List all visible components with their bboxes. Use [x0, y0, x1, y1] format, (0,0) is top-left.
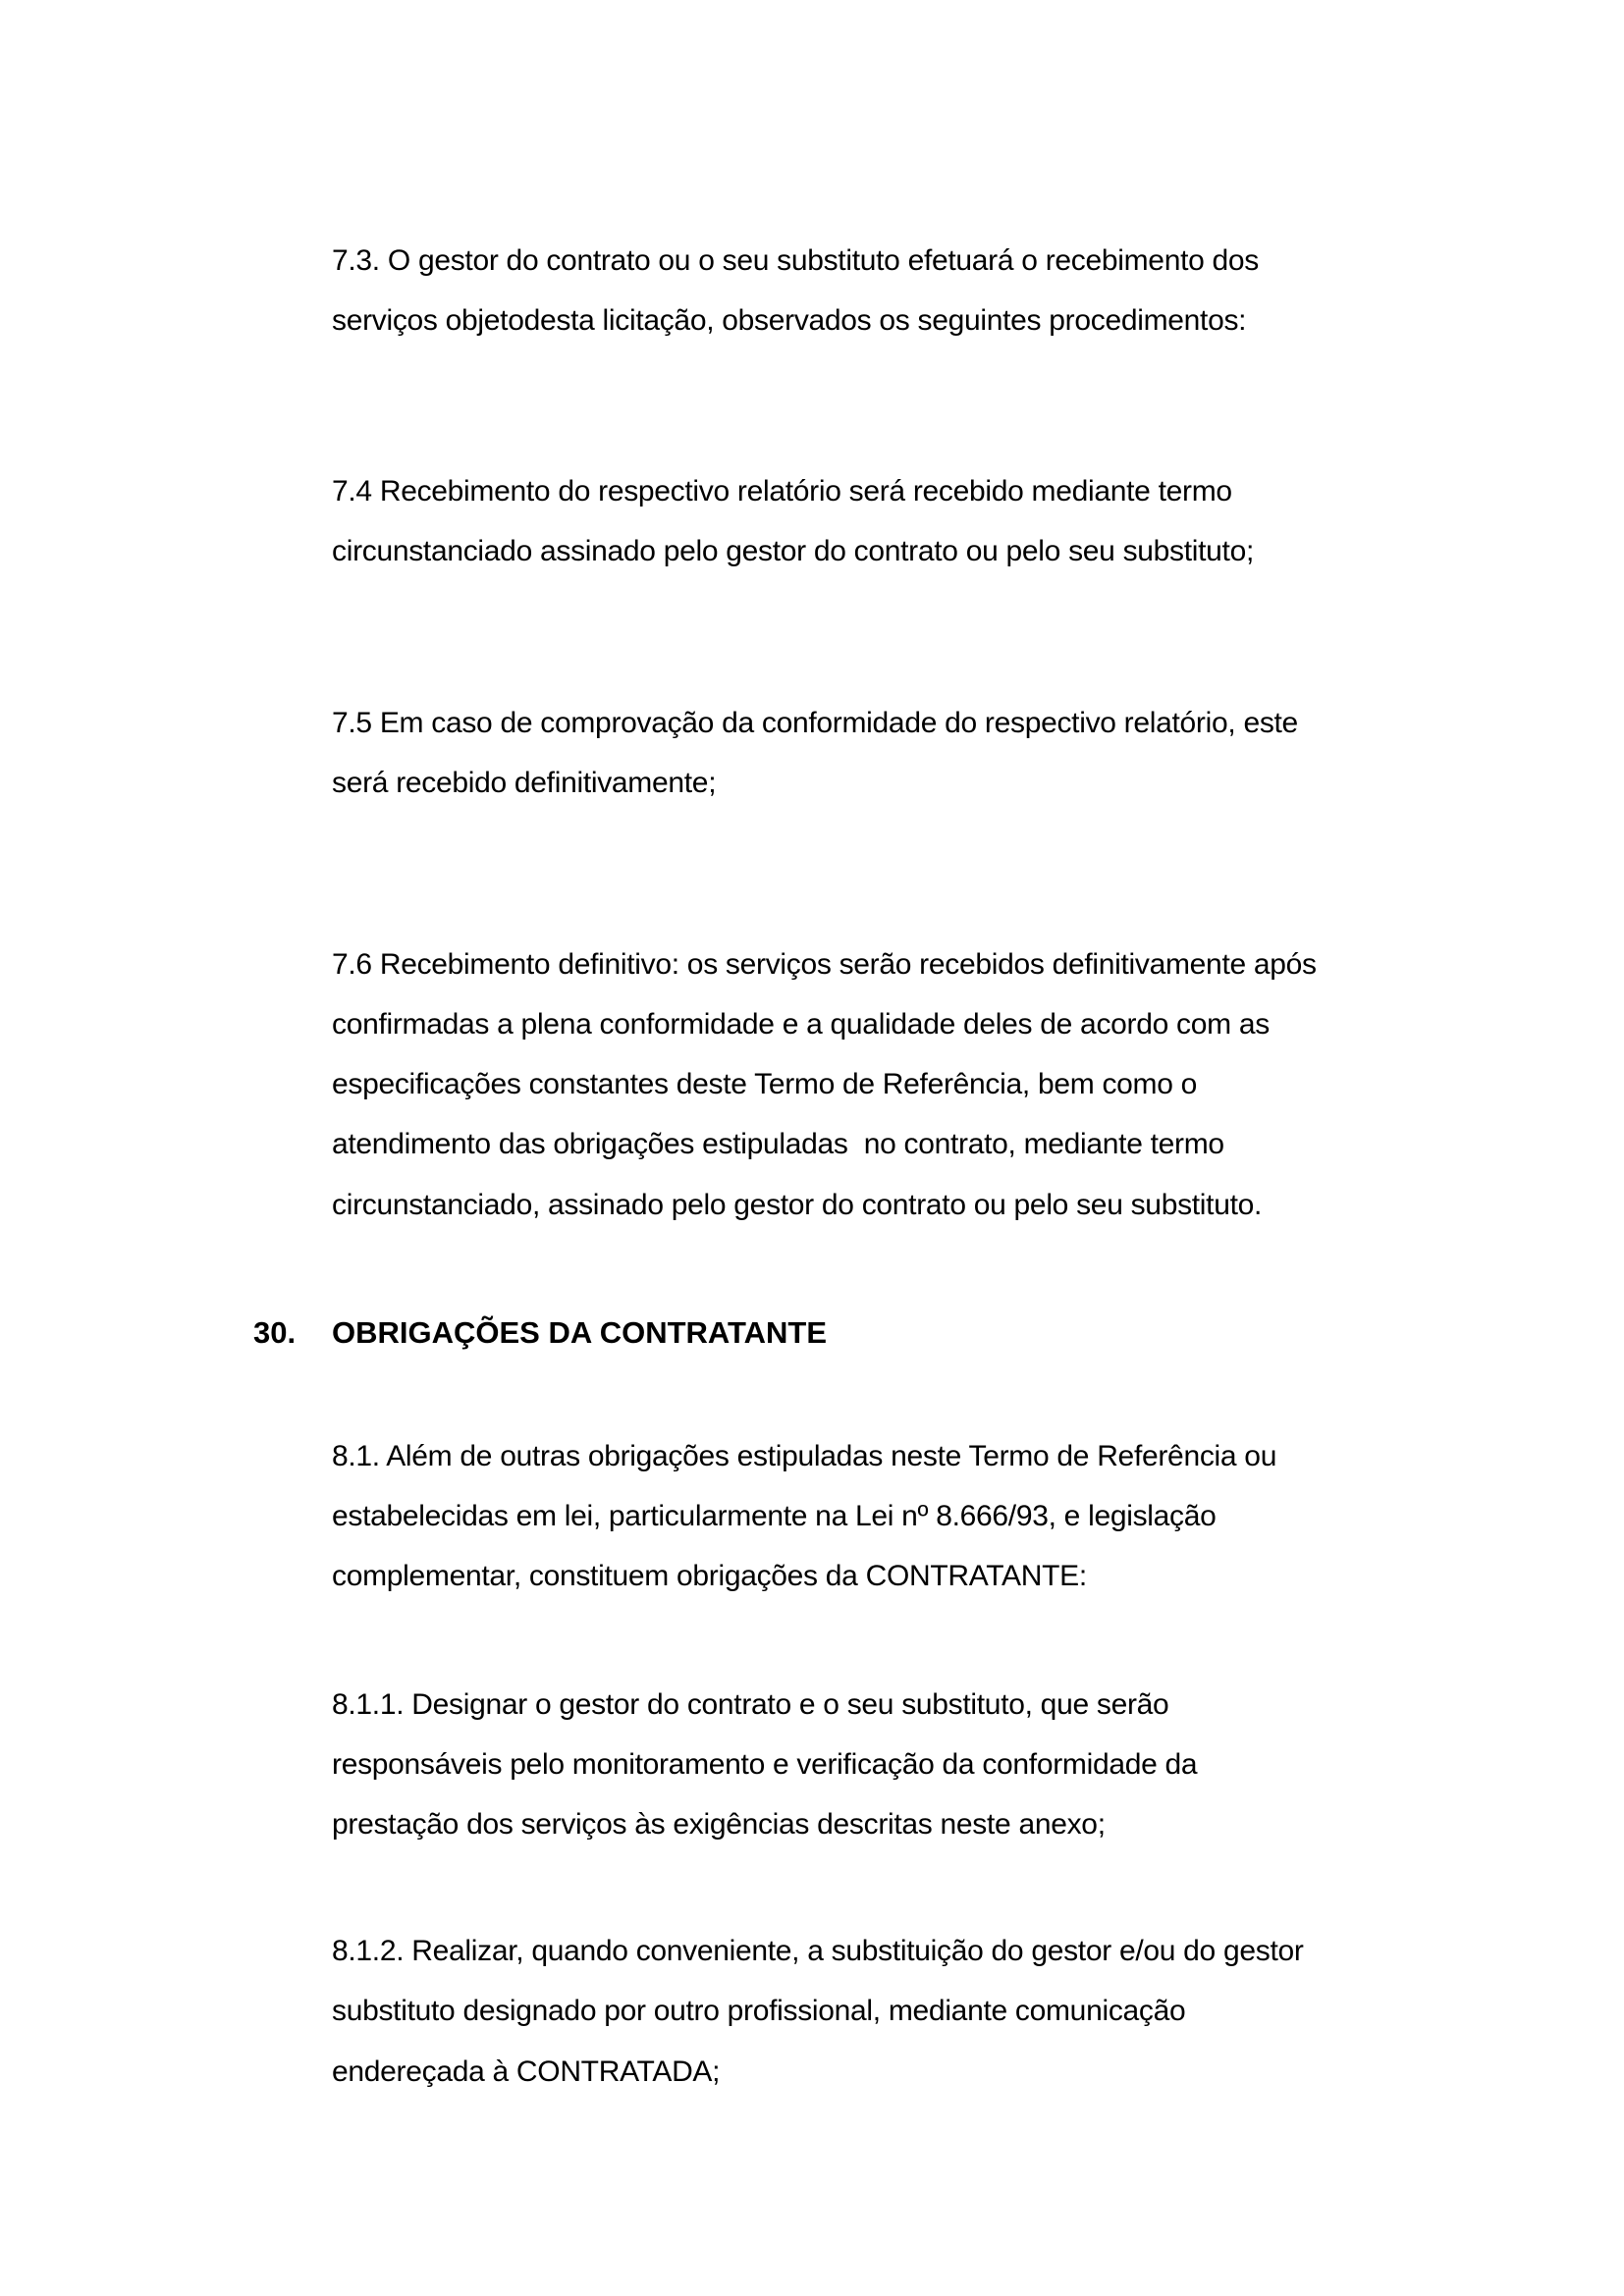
paragraph-line: 8.1.2. Realizar, quando conveniente, a substituição do gestor e/ou do gestor — [332, 1935, 1304, 1967]
paragraph-line: confirmadas a plena conformidade e a qualidade deles de acordo com as — [332, 1008, 1270, 1041]
paragraph-line: será recebido definitivamente; — [332, 767, 717, 799]
section-title: OBRIGAÇÕES DA CONTRATANTE — [332, 1315, 828, 1350]
paragraph-line: endereçada à CONTRATADA; — [332, 2056, 721, 2088]
paragraph-line: circunstanciado assinado pelo gestor do contrato ou pelo seu substituto; — [332, 535, 1255, 567]
paragraph-line: circunstanciado, assinado pelo gestor do contrato ou pelo seu substituto. — [332, 1189, 1263, 1221]
section-number: 30. — [253, 1315, 297, 1350]
paragraph-line: complementar, constituem obrigações da CONTRATANTE: — [332, 1560, 1087, 1592]
paragraph-line: 7.6 Recebimento definitivo: os serviços serão recebidos definitivamente após — [332, 948, 1317, 981]
paragraph-line: prestação dos serviços às exigências descritas neste anexo; — [332, 1808, 1106, 1841]
paragraph-line: 8.1.1. Designar o gestor do contrato e o seu substituto, que serão — [332, 1688, 1169, 1721]
paragraph-line: 8.1. Além de outras obrigações estipuladas neste Termo de Referência ou — [332, 1440, 1277, 1472]
paragraph-line: especificações constantes deste Termo de Referência, bem como o — [332, 1068, 1198, 1100]
paragraph-line: substituto designado por outro profissional, mediante comunicação — [332, 1995, 1186, 2027]
paragraph-line: serviços objetodesta licitação, observados os seguintes procedimentos: — [332, 304, 1247, 337]
paragraph-line: atendimento das obrigações estipuladas no contrato, mediante termo — [332, 1128, 1224, 1160]
paragraph-line: 7.3. O gestor do contrato ou o seu substituto efetuará o recebimento dos — [332, 244, 1259, 277]
paragraph-line: 7.5 Em caso de comprovação da conformidade do respectivo relatório, este — [332, 707, 1298, 739]
paragraph-line: 7.4 Recebimento do respectivo relatório será recebido mediante termo — [332, 475, 1232, 507]
paragraph-line: responsáveis pelo monitoramento e verificação da conformidade da — [332, 1748, 1198, 1781]
paragraph-line: estabelecidas em lei, particularmente na Lei nº 8.666/93, e legislação — [332, 1500, 1217, 1532]
